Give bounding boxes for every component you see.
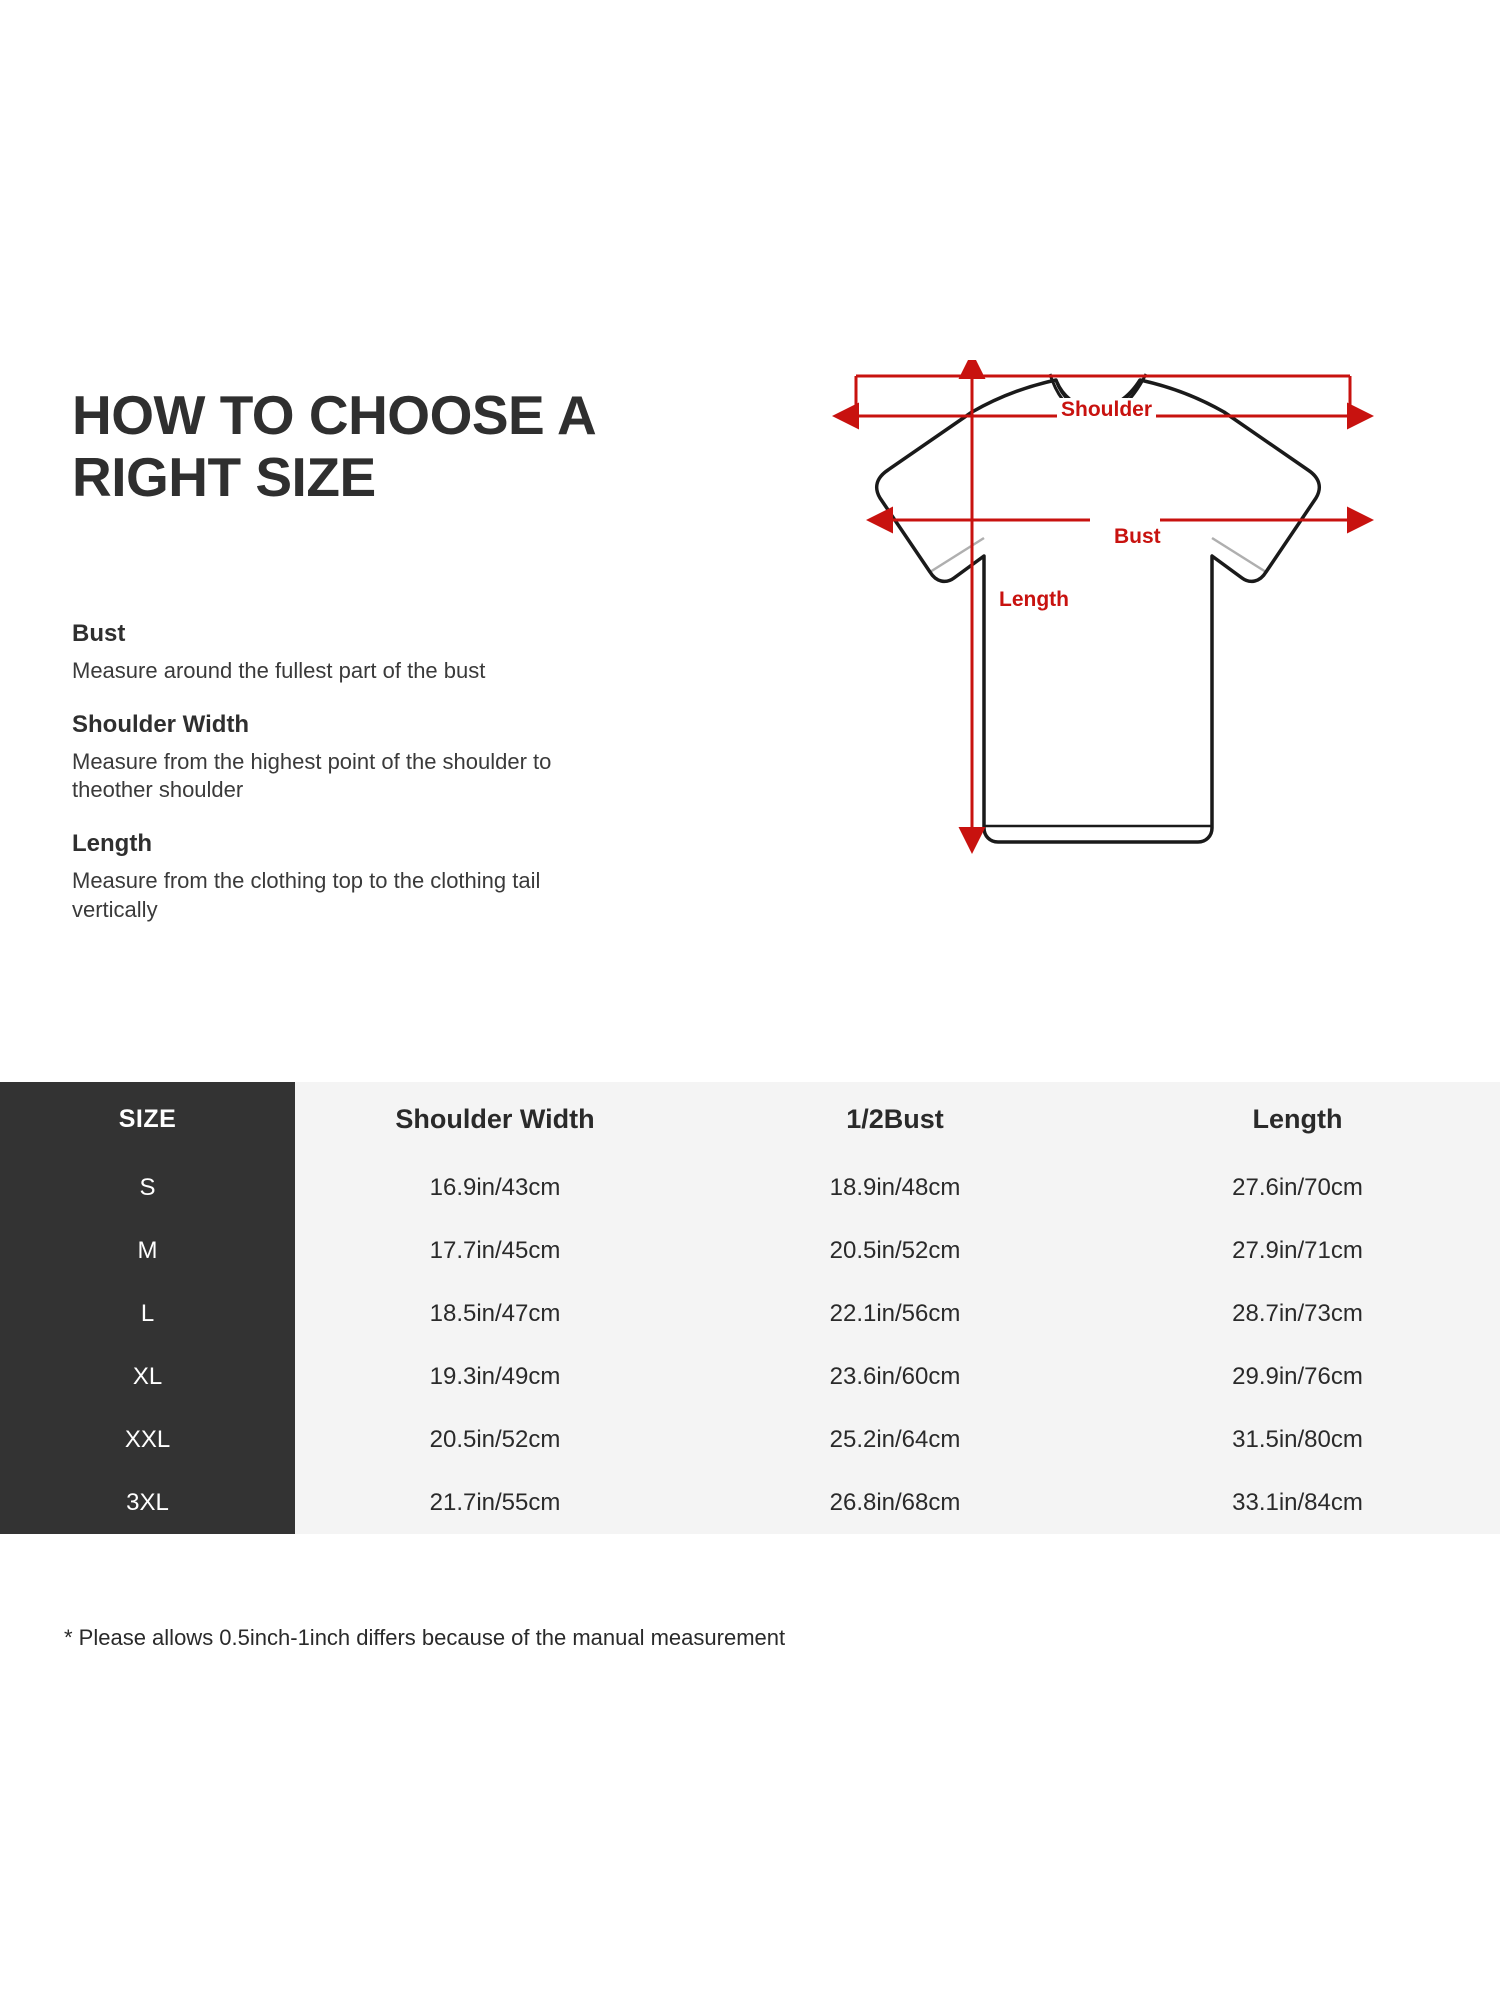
cell-length: 27.6in/70cm: [1095, 1156, 1500, 1219]
size-chart-head: [0, 1082, 1500, 1156]
table-row: [0, 1345, 1500, 1408]
page-title: HOW TO CHOOSE A RIGHT SIZE: [72, 384, 595, 508]
column-header-length: Length: [1095, 1082, 1500, 1156]
measurement-description: Measure from the highest point of the shoulder to theother shoulder: [72, 749, 552, 803]
table-row: [0, 1156, 1500, 1219]
length-label: Length: [995, 588, 1073, 612]
measurement-title: Shoulder Width: [72, 711, 250, 739]
measurement-item-bust: [72, 620, 672, 685]
cell-shoulder-width: 16.9in/43cm: [295, 1156, 695, 1219]
cell-shoulder-width: 20.5in/52cm: [295, 1408, 695, 1471]
cell-half-bust: 22.1in/56cm: [695, 1282, 1095, 1345]
column-header-half-bust: 1/2Bust: [695, 1082, 1095, 1156]
shoulder-label: Shoulder: [1057, 398, 1156, 422]
measurement-item-length: [72, 830, 672, 923]
cell-shoulder-width: 19.3in/49cm: [295, 1345, 695, 1408]
bust-label: Bust: [1110, 525, 1165, 549]
table-row: [0, 1408, 1500, 1471]
cell-size: S: [0, 1156, 295, 1219]
tshirt-measurement-diagram: [760, 360, 1400, 1020]
cell-length: 31.5in/80cm: [1095, 1408, 1500, 1471]
measurement-item-shoulder-width: [72, 711, 672, 804]
table-row: [0, 1282, 1500, 1345]
cell-length: 33.1in/84cm: [1095, 1471, 1500, 1534]
cell-half-bust: 25.2in/64cm: [695, 1408, 1095, 1471]
cell-length: 28.7in/73cm: [1095, 1282, 1500, 1345]
measurement-title: Length: [72, 830, 152, 858]
column-header-shoulder-width: Shoulder Width: [295, 1082, 695, 1156]
size-chart-body: [0, 1156, 1500, 1534]
cell-half-bust: 23.6in/60cm: [695, 1345, 1095, 1408]
cell-size: XL: [0, 1345, 295, 1408]
tshirt-illustration: [760, 360, 1400, 1020]
measurement-disclaimer: * Please allows 0.5inch-1inch differs because of the manual measurement: [64, 1625, 786, 1650]
measurement-title: Bust: [72, 620, 126, 647]
cell-half-bust: 26.8in/68cm: [695, 1471, 1095, 1534]
cell-half-bust: 20.5in/52cm: [695, 1219, 1095, 1282]
table-row: [0, 1471, 1500, 1534]
cell-size: 3XL: [0, 1471, 295, 1534]
size-chart-table-wrapper: [0, 1082, 1500, 1534]
size-chart-table: [0, 1082, 1500, 1534]
cell-shoulder-width: 21.7in/55cm: [295, 1471, 695, 1534]
cell-size: XXL: [0, 1408, 295, 1471]
cell-size: L: [0, 1282, 295, 1345]
measurement-description: Measure around the fullest part of the bust: [72, 658, 486, 683]
measurement-description: Measure from the clothing top to the clothing tail vertically: [72, 868, 541, 922]
measurement-instructions: [72, 620, 672, 950]
cell-size: M: [0, 1219, 295, 1282]
cell-shoulder-width: 17.7in/45cm: [295, 1219, 695, 1282]
table-header-row: [0, 1082, 1500, 1156]
cell-half-bust: 18.9in/48cm: [695, 1156, 1095, 1219]
column-header-size: SIZE: [0, 1082, 295, 1156]
cell-shoulder-width: 18.5in/47cm: [295, 1282, 695, 1345]
cell-length: 27.9in/71cm: [1095, 1219, 1500, 1282]
table-row: [0, 1219, 1500, 1282]
cell-length: 29.9in/76cm: [1095, 1345, 1500, 1408]
